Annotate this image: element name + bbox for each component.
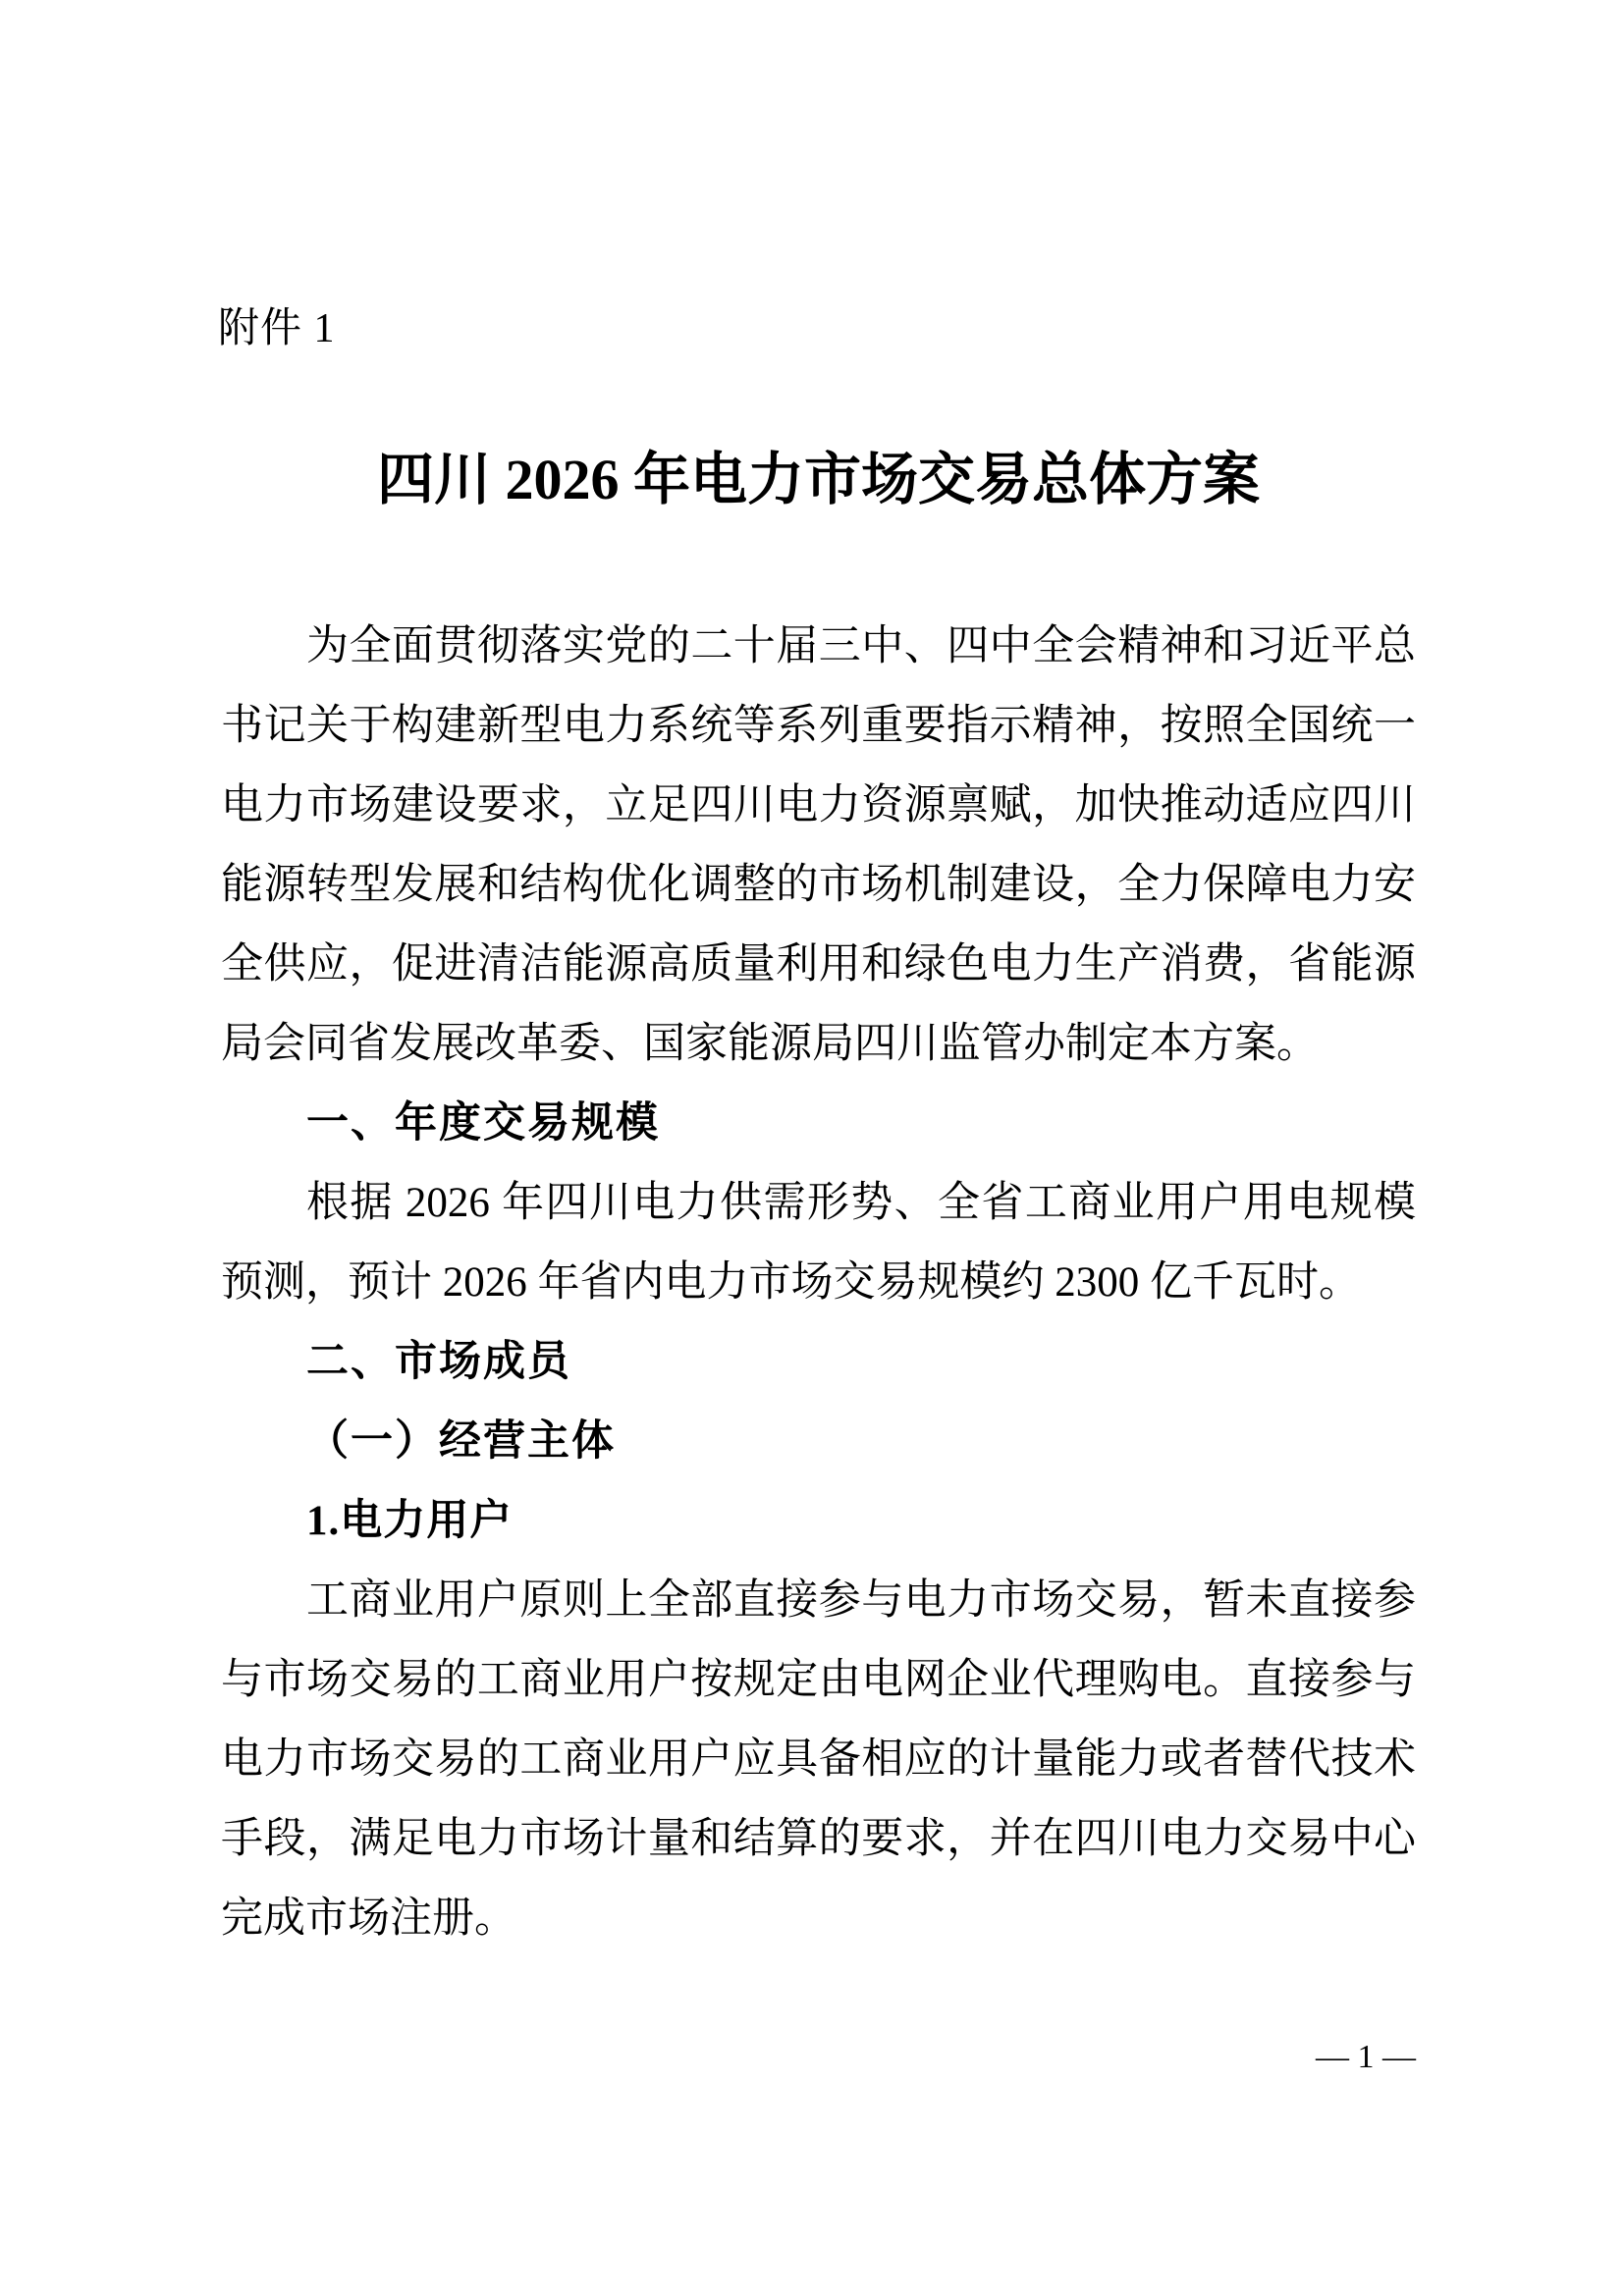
section-heading-annual-trading-scale: 一、年度交易规模 bbox=[306, 1098, 660, 1148]
paragraph-line: 电力市场交易的工商业用户应具备相应的计量能力或者替代技术 bbox=[221, 1736, 1416, 1783]
item-heading-power-users: 1.电力用户 bbox=[306, 1498, 514, 1544]
paragraph-line: 与市场交易的工商业用户按规定由电网企业代理购电。直接参与 bbox=[221, 1657, 1416, 1703]
page-number: — 1 — bbox=[1316, 2039, 1416, 2075]
paragraph-line: 手段，满足电力市场计量和结算的要求，并在四川电力交易中心 bbox=[221, 1816, 1416, 1862]
subsection-heading-business-entities: （一）经营主体 bbox=[306, 1418, 616, 1465]
paragraph-line: 局会同省发展改革委、国家能源局四川监管办制定本方案。 bbox=[221, 1021, 1319, 1067]
document-body bbox=[221, 607, 1416, 1958]
paragraph-line: 预测，预计 2026 年省内电力市场交易规模约 2300 亿千瓦时。 bbox=[221, 1259, 1361, 1306]
paragraph-line: 能源转型发展和结构优化调整的市场机制建设，全力保障电力安 bbox=[221, 862, 1416, 908]
annex-label: 附件 1 bbox=[218, 306, 336, 351]
section-heading-market-members: 二、市场成员 bbox=[306, 1337, 571, 1386]
paragraph-line: 电力市场建设要求，立足四川电力资源禀赋，加快推动适应四川 bbox=[221, 782, 1416, 828]
paragraph-line: 全供应，促进清洁能源高质量利用和绿色电力生产消费，省能源 bbox=[221, 941, 1416, 988]
paragraph-line: 完成市场注册。 bbox=[221, 1896, 516, 1942]
paragraph-line: 书记关于构建新型电力系统等系列重要指示精神，按照全国统一 bbox=[221, 703, 1416, 749]
paragraph-line: 工商业用户原则上全部直接参与电力市场交易，暂未直接参 bbox=[306, 1577, 1416, 1624]
paragraph-line: 根据 2026 年四川电力供需形势、全省工商业用户用电规模 bbox=[306, 1180, 1416, 1226]
paragraph-line: 为全面贯彻落实党的二十届三中、四中全会精神和习近平总 bbox=[306, 623, 1416, 669]
document-title: 四川 2026 年电力市场交易总体方案 bbox=[376, 448, 1260, 511]
